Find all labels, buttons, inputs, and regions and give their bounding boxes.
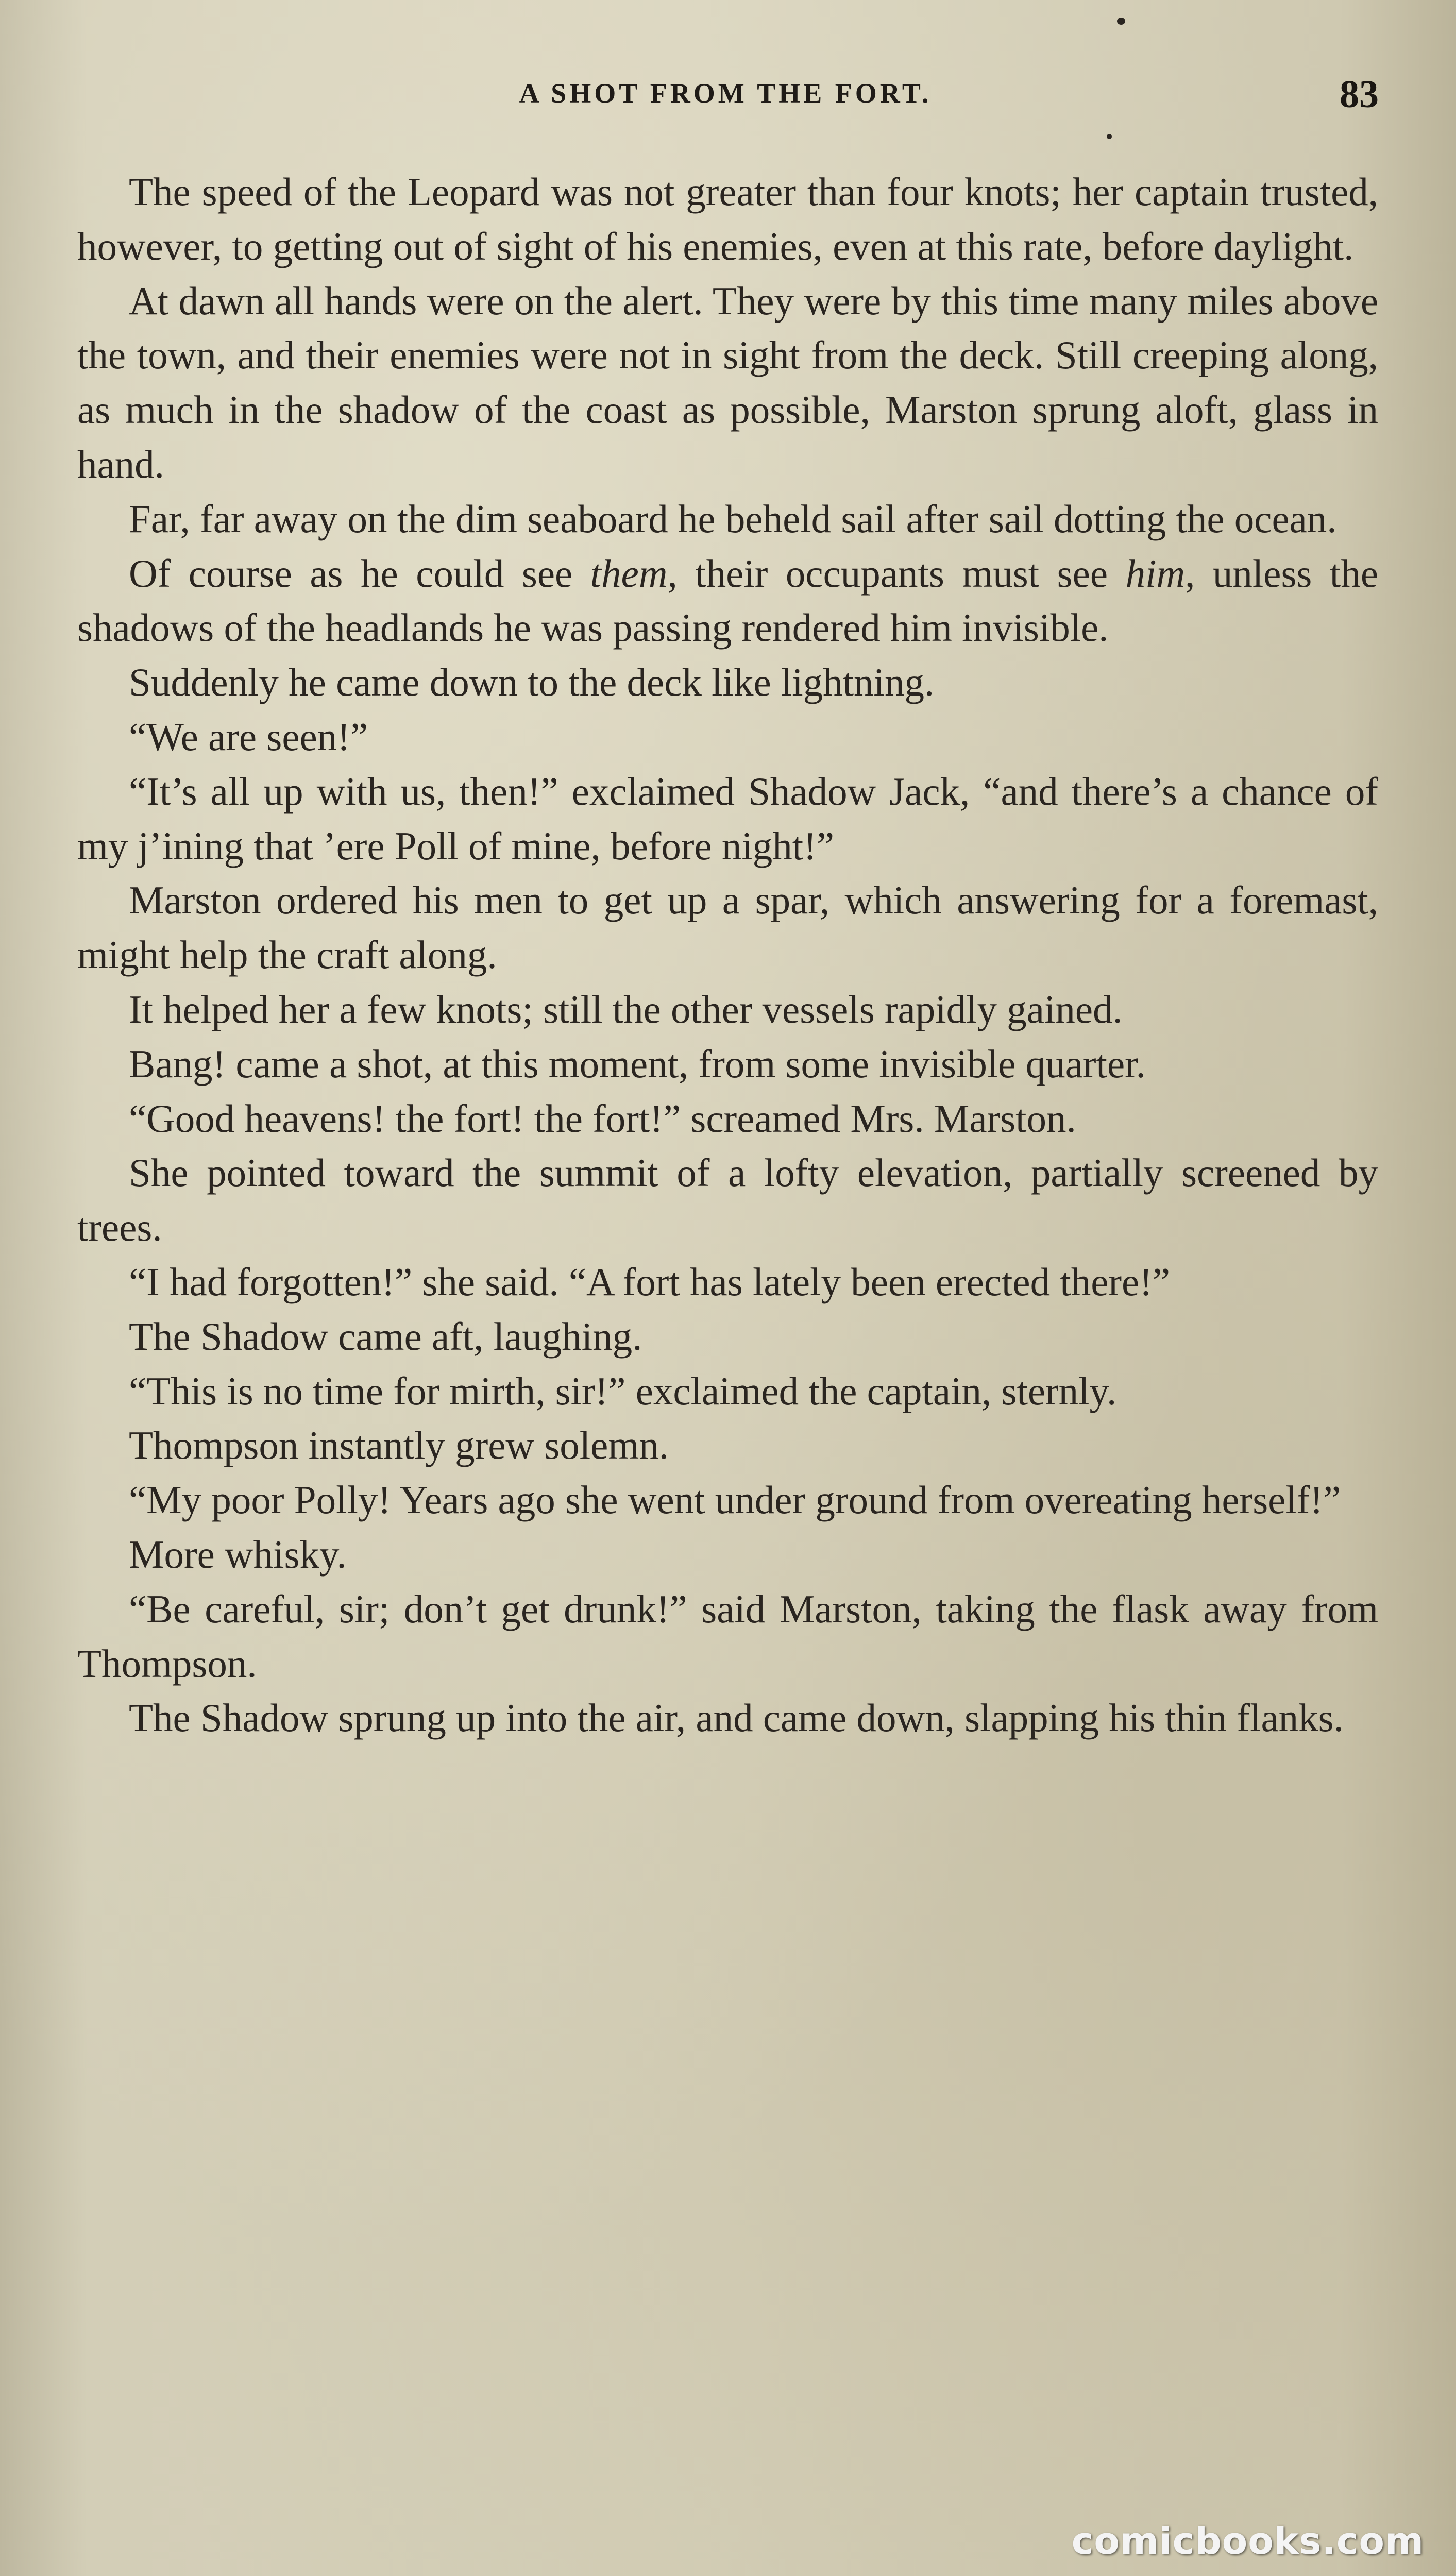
running-head: A SHOT FROM THE FORT. (519, 78, 932, 109)
paragraph: “Be careful, sir; don’t get drunk!” said Marston, taking the flask away from Thompson. (77, 1586, 1378, 1686)
paragraph: It helped her a few knots; still the other vessels rapidly gained. (129, 987, 1123, 1031)
paragraph-text: , their occupants must see (667, 551, 1126, 596)
page-number: 83 (1340, 73, 1379, 116)
paragraph-text: Of course as he could see (129, 551, 590, 596)
paragraph: Far, far away on the dim seaboard he beheld sail after sail dotting the ocean. (129, 496, 1337, 541)
ink-speck (1107, 134, 1112, 139)
paragraph: More whisky. (129, 1532, 347, 1577)
paragraph: The speed of the Leopard was not greater than four knots; her captain trusted, however, to getting out of sight of his enemies, even at this rate, before daylight. (77, 170, 1378, 268)
emphasis-him: him (1125, 551, 1186, 596)
paragraph: Bang! came a shot, at this moment, from some invisible quarter. (129, 1041, 1146, 1086)
paragraph: The Shadow came aft, laughing. (129, 1314, 642, 1359)
paragraph: “It’s all up with us, then!” exclaimed Shadow Jack, “and there’s a chance of my j’ining that ’ere Poll of mine, before night!” (77, 769, 1378, 868)
ink-speck (1117, 18, 1125, 25)
paragraph: “This is no time for mirth, sir!” exclaimed the captain, sternly. (129, 1368, 1117, 1413)
paragraph: Marston ordered his men to get up a spar, which answering for a foremast, might help the craft along. (77, 878, 1378, 977)
paragraph-text: , unless the shadows of the headlands he was passing rendered him invisible. (77, 551, 1378, 650)
body-text (77, 165, 1378, 1745)
paragraph: “I had forgotten!” she said. “A fort has lately been erected there!” (129, 1259, 1171, 1304)
watermark: comicbooks.com (1071, 2519, 1424, 2563)
emphasis-them: them (590, 551, 668, 596)
paragraph: “My poor Polly! Years ago she went under ground from overeating herself!” (129, 1478, 1341, 1522)
page-header (72, 72, 1379, 129)
paragraph: Thompson instantly grew solemn. (129, 1423, 669, 1468)
paragraph: “Good heavens! the fort! the fort!” screamed Mrs. Marston. (129, 1096, 1076, 1141)
paragraph: Suddenly he came down to the deck like lightning. (129, 660, 935, 705)
paragraph: “We are seen!” (129, 714, 368, 759)
paragraph: The Shadow sprung up into the air, and came down, slapping his thin flanks. (129, 1696, 1344, 1740)
paragraph: She pointed toward the summit of a lofty elevation, partially screened by trees. (77, 1150, 1378, 1250)
paragraph: At dawn all hands were on the alert. They were by this time many miles above the town, and their enemies were not in sight from the deck. Still creeping along, as much in the shadow of the coast as possible, Marston sprung aloft, glass in hand. (77, 278, 1378, 486)
paragraph (77, 547, 1378, 656)
